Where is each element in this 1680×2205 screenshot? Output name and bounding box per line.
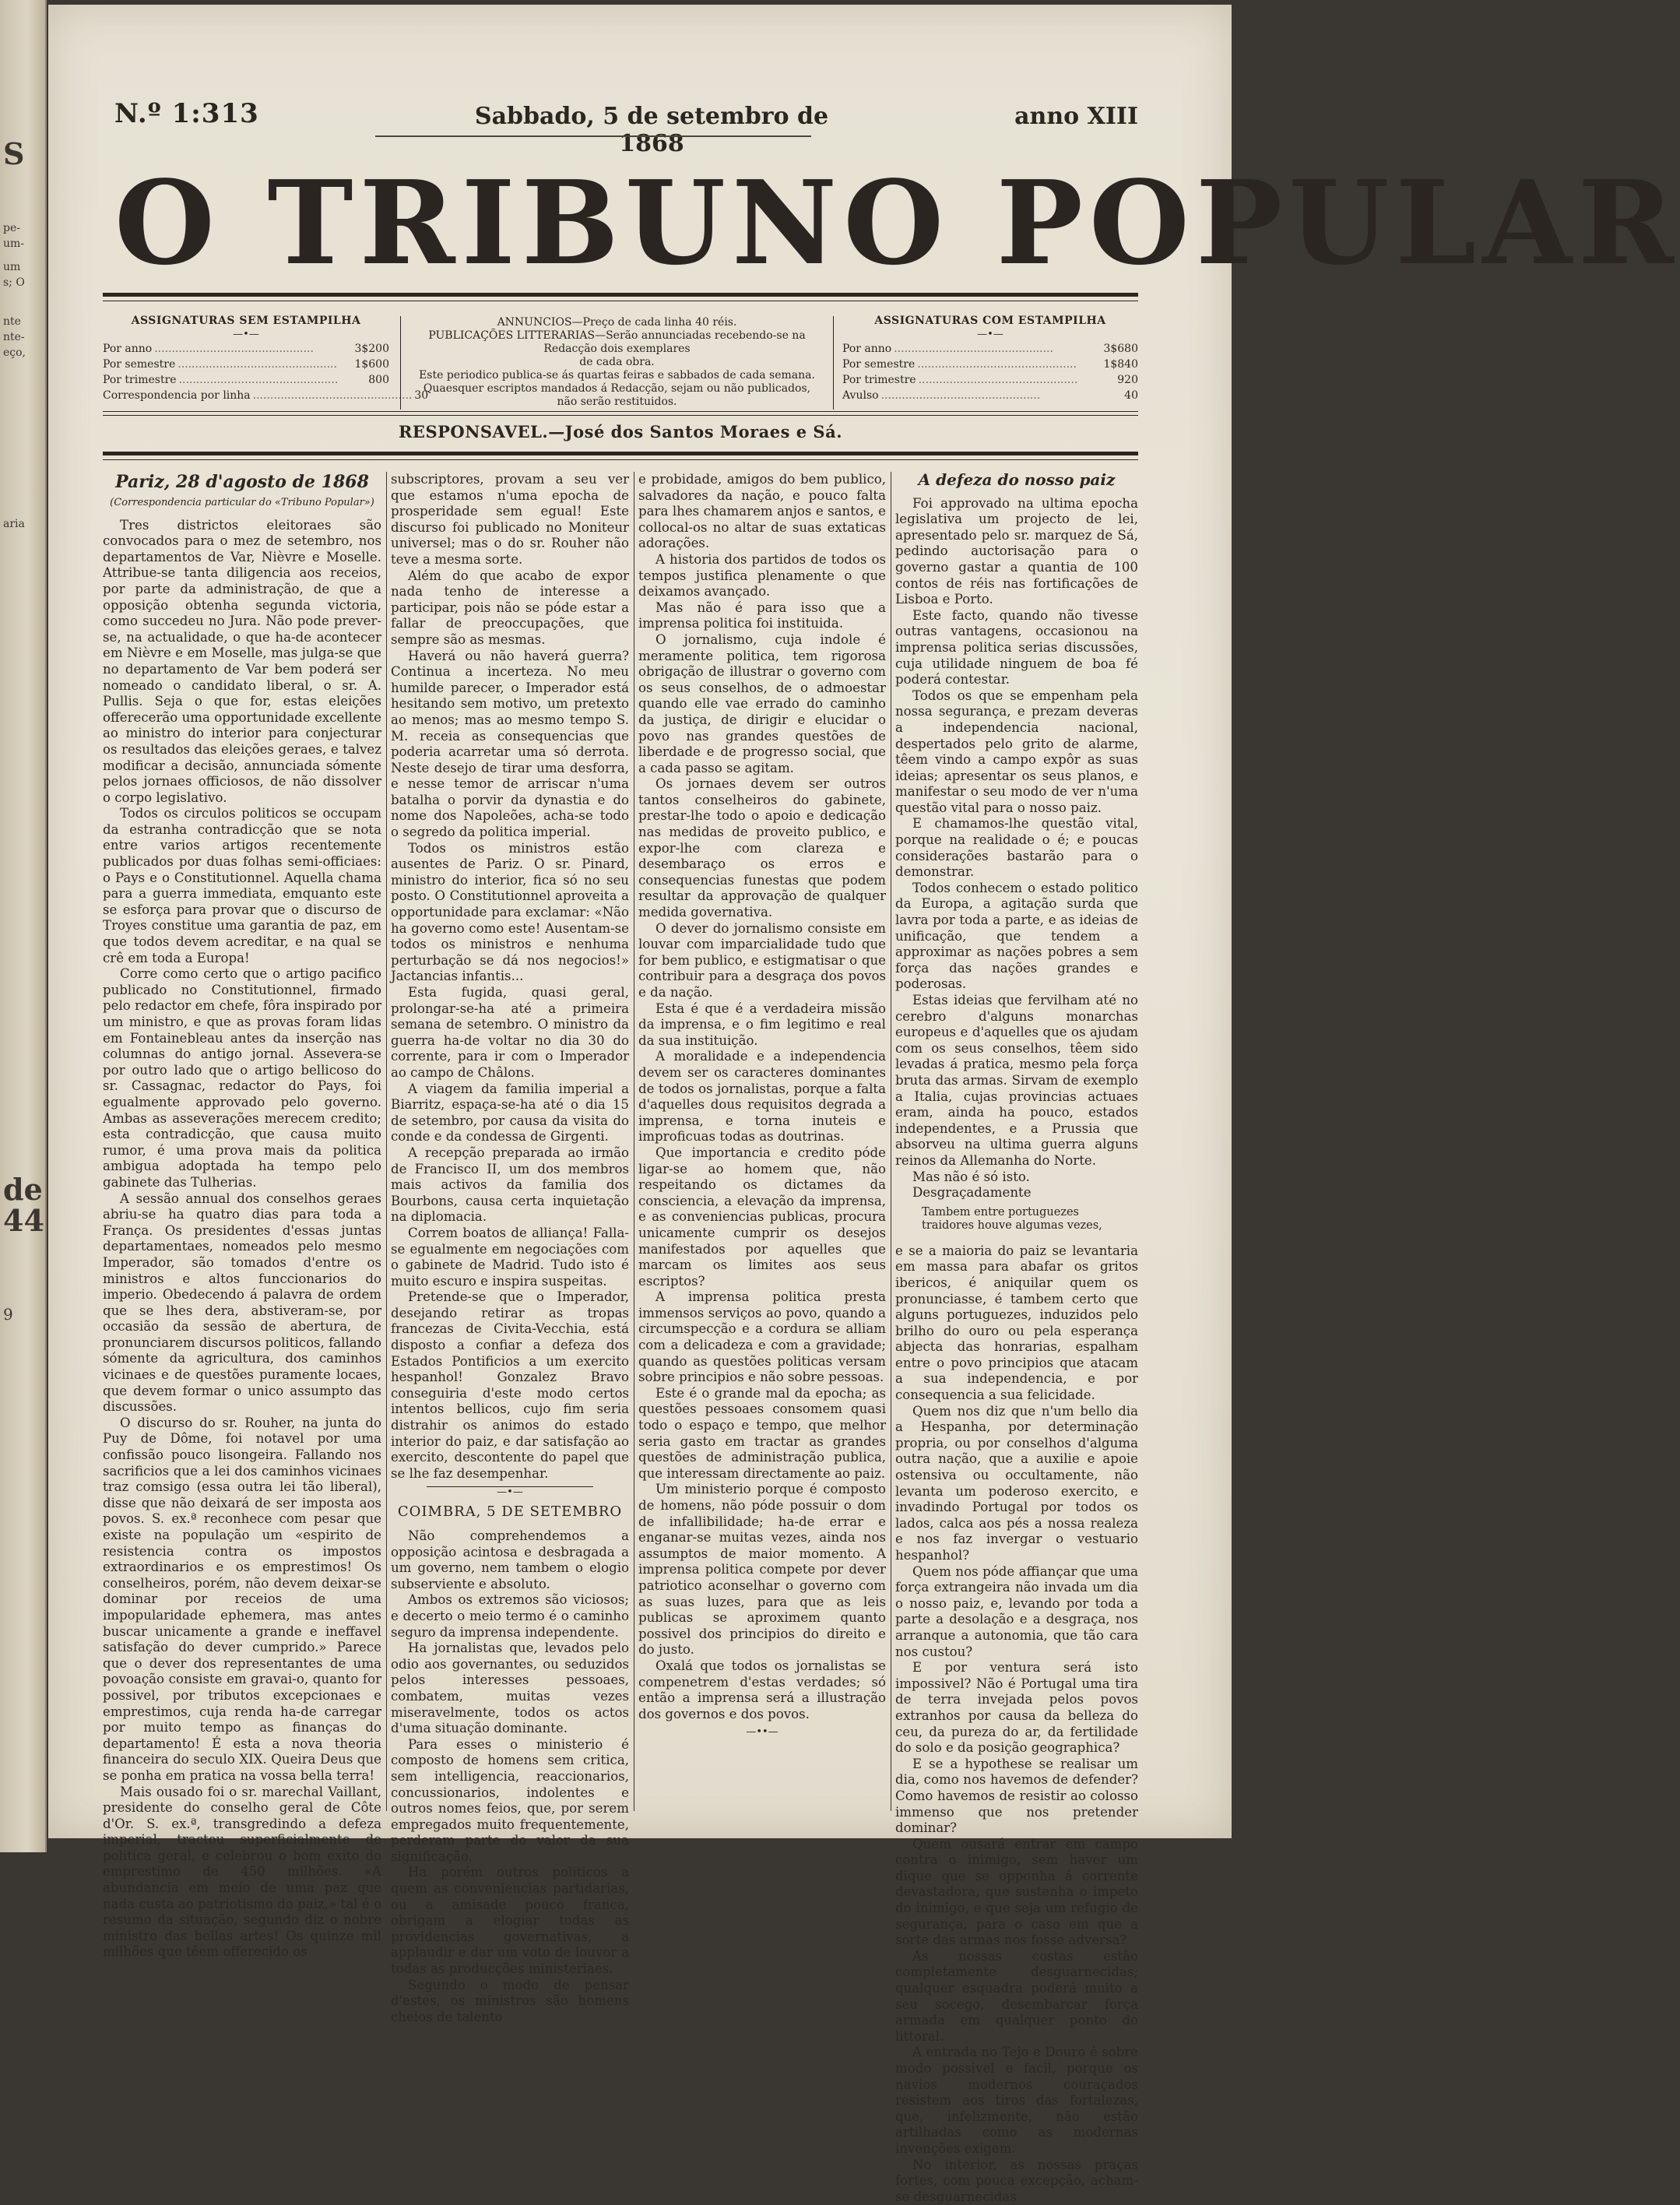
subscription-row: Por anno .............................................. 3$680 (842, 343, 1138, 355)
subscription-price: 3$200 (354, 343, 389, 355)
subscription-box-unstamped (103, 313, 429, 403)
subscription-price: 920 (1117, 374, 1138, 386)
subscription-row: Por semestre .............................................. 1$840 (842, 358, 1138, 371)
paragraph: Ambos os extremos são viciosos; e decerto o meio termo é o caminho seguro da imprensa independente. (391, 1592, 629, 1640)
subscription-label: Por semestre (842, 358, 916, 371)
paragraph: A entrada no Tejo e Douro é sobre modo possivel e facil, porque os navios modernos couraçados resistem aos tiros das fortalezas, que, infelizmente, não estão artilhadas como as modernas invenções exigem. (895, 2045, 1138, 2156)
paragraph: E por ventura será isto impossivel? Não é Portugal uma tira de terra invejada pelos povos extranhos por causa da belleza do ceu, da pureza do ar, da fertilidade do solo e da posição geographica? (895, 1660, 1138, 1756)
paragraph: Que importancia e credito póde ligar-se ao homem que, não respeitando os dictames da consciencia, a elevação da imprensa, e as conveniencias publicas, procura unicamente cumprir os desejos manifestados por aquelles que marcam os limites aos seus escriptos? (638, 1145, 886, 1289)
paragraph: Desgraçadamente (912, 1185, 1032, 1201)
strip-fragment: um (3, 261, 21, 273)
article-headline: Pariz, 28 d'agosto de 1868 (115, 472, 369, 492)
paragraph: E se a hypothese se realisar um dia, como nos havemos de defender? Como havemos de resistir ao colosso immenso que nos pretender dominar? (895, 1756, 1138, 1836)
paragraph: Oxalá que todos os jornalistas se compenetrem d'estas verdades; só então a imprensa será a illustração dos governos e dos povos. (638, 1658, 886, 1721)
issue-number: N.º 1:313 (114, 98, 259, 129)
paragraph: O jornalismo, cuja indole é meramente politica, tem rigorosa obrigação de illustrar o governo com os seus conselhos, de o admoestar quando elle vae errado do caminho da justiça, de dirigir e elucidar o povo nas grandes questões de liberdade e de progresso social, que a cada passo se agitam. (638, 631, 886, 775)
paragraph: A viagem da familia imperial a Biarritz, espaça-se-ha até o dia 15 de setembro, por causa da visita do conde e da condessa de Girgenti. (391, 1081, 629, 1145)
paragraph: e probidade, amigos do bem publico, salvadores da nação, e pouco falta para lhes chamarem anjos e santos, e collocal-os no altar de suas extaticas adorações. (638, 472, 886, 551)
paragraph: No interior, as nossas praças fortes, com pouca excepção, acham-se desguarnecidas (895, 2157, 1138, 2204)
issue-year: anno XIII (1014, 103, 1138, 130)
subscription-price: 1$600 (354, 358, 389, 371)
paragraph: Correm boatos de alliança! Falla-se egualmente em negociações com o gabinete de Madrid. Tudo isto é muito escuro e inspira suspeitas. (391, 1225, 629, 1289)
newspaper-page (48, 5, 1680, 2204)
paragraph: O discurso do sr. Rouher, na junta do Puy de Dôme, foi notavel por uma confissão pouco lisongeira. Fallando nos sacrificios que a lei dos caminhos vicinaes traz comsigo (essa outra lei tão liberal), disse que não deixará de ser imposta aos povos. S. ex.ª reconhece com pesar que existe na população um «espirito de resistencia contra os impostos extraordinarios e os emprestimos! Os conselheiros, porém, não devem deixar-se dominar por receios de uma impopularidade ephemera, mas antes buscar unicamente a grande e ineffavel satisfação do dever cumprido.» Parece que o dever dos representantes de uma povoação consiste em gravai-o, quanto for possivel, por tributos excepcionaes e emprestimos, cuja renda ha-de carregar por muito tempo as finanças do departamento! É esta a nova theoria financeira do seculo XIX. Queira Deus que se ponha em pratica na vossa bella terra! (103, 1415, 381, 1783)
paragraph: Mas não é só isto. (912, 1169, 1030, 1184)
masthead-rule (103, 293, 1138, 297)
info-rule (103, 411, 1138, 412)
strip-fragment: um- (3, 237, 25, 250)
info-rule (103, 415, 1138, 416)
verse-line: traidores houve algumas vezes, (922, 1219, 1102, 1232)
paragraph: Mas não é para isso que a imprensa politica foi instituida. (638, 600, 886, 631)
article-headline: A defeza do nosso paiz (918, 470, 1116, 489)
paragraph: e se a maioria do paiz se levantaria em massa para abafar os gritos ibericos, é aniquilar quem os pronunciasse, é tambem certo que alguns portuguezes, induzidos pelo brilho do ouro ou pela esperança abjecta das honrarias, espalham entre o povo principios que atacam a sua independencia, e por consequencia a sua felicidade. (895, 1243, 1138, 1403)
paragraph: Todos os circulos politicos se occupam da estranha contradicção que se nota entre varios artigos recentemente publicados por duas folhas semi-officiaes: o Pays e o Constitutionnel. Aquella chama para a guerra immediata, emquanto este se esforça para provar que o discurso de Troyes constitue uma garantia de paz, em que todos devem acreditar, e na qual se crê em toda a Europa! (103, 806, 381, 965)
verse-line: Tambem entre portuguezes (922, 1205, 1080, 1219)
paragraph: Não comprehendemos a opposição acintosa e desbragada a um governo, nem tambem o elogio subserviente e absoluto. (391, 1528, 629, 1591)
paragraph: subscriptores, provam a seu ver que estamos n'uma epocha de prosperidade sem egual! Este discurso foi publicado no Moniteur universel; mas o do sr. Rouher não teve a mesma sorte. (391, 472, 629, 567)
subscription-label: Por semestre (103, 358, 176, 371)
adjacent-page-strip (0, 0, 47, 1852)
strip-fragment: nte (3, 315, 21, 328)
strip-fragment: aria (3, 518, 25, 530)
subscription-price: 3$680 (1103, 343, 1138, 355)
section-heading: COIMBRA, 5 DE SETEMBRO (397, 1503, 623, 1521)
paragraph: Este é o grande mal da epocha; as questões pessoaes consomem quasi todo o espaço e tempo, que melhor seria gasto em tractar as grandes questões de administração publica, que interessam directamente ao paiz. (638, 1385, 886, 1481)
subscription-row: Por anno .............................................. 3$200 (103, 343, 389, 355)
subscription-label: Por anno (103, 343, 153, 355)
paragraph: Os jornaes devem ser outros tantos conselheiros do gabinete, prestar-lhe todo o apoio e dedicação nas medidas de proveito publico, e expor-lhe com clareza e desembaraço os erros e consequencias funestas que podem resultar da approvação de qualquer medida governativa. (638, 776, 886, 920)
paragraph: Para esses o ministerio é composto de homens sem critica, sem intelligencia, reaccionarios, concussionarios, indolentes e outros nomes feios, que, por serem empregados muito frequentemente, perderam parte do valor da sua significação. (391, 1736, 629, 1864)
announce-line: PUBLICAÇÕES LITTERARIAS—Serão annunciadas recebendo-se na Redacção dois exemplares (428, 329, 806, 355)
strip-fragment: 9 (3, 1305, 13, 1324)
paragraph: A sessão annual dos conselhos geraes abriu-se ha quatro dias para toda a França. Os presidentes d'essas juntas departamentaes, nomeados pelo mesmo Imperador, são tomados d'entre os ministros e altos funccionarios do imperio. Obedecendo á palavra de ordem que se lhes dera, abstiveram-se, por occasião da sessão de abertura, de pronunciarem discursos politicos, fallando sómente da agricultura, dos caminhos vicinaes e de questões puramente locaes, que devem formar o unico assumpto das discussões. (103, 1190, 381, 1415)
paragraph: Corre como certo que o artigo pacifico publicado no Constitutionnel, firmado pelo redactor em chefe, fôra inspirado por um ministro, e que as provas foram lidas em Fontainebleau antes da inserção nas columnas do antigo jornal. Assevera-se por outro lado que o artigo bellicoso do sr. Cassagnac, redactor do Pays, foi egualmente approvado pelo governo. Ambas as asseverações merecem credito; esta contradicção, que causa muito rumor, é uma prova mais da politica ambigua adoptada ha tempo pelo gabinete das Tulherias. (103, 966, 381, 1190)
paragraph: Estas ideias que fervilham até no cerebro d'alguns monarchas europeus e d'aquelles que os ajudam com os seus conselhos, têem sido levadas á pratica, mesmo pela força bruta das armas. Sirvam de exemplo a Italia, cujas provincias actuaes eram, ainda ha pouco, estados independentes, e a Prussia que absorveu na ultima guerra alguns reinos da Allemanha do Norte. (895, 993, 1138, 1168)
editor-line: RESPONSAVEL.—José dos Santos Moraes e Sá. (398, 422, 843, 441)
subscription-row: Por trimestre .............................................. 920 (842, 374, 1138, 386)
issue-date: Sabbado, 5 de setembro de 1868 (474, 103, 829, 157)
subscription-row: Por trimestre .............................................. 800 (103, 374, 389, 386)
subscription-label: Por trimestre (842, 374, 916, 386)
paragraph: Ha porém outros politicos a quem as conveniencias partidarias, ou a amisade pouco franca, obrigam a elogiar todas as providencias governativas, a applaudir e dar um voto de louvor a todas as producções ministeriaes. (391, 1865, 629, 1977)
paragraph: Quem nos diz que n'um bello dia a Hespanha, por determinação propria, ou por conselhos d'alguma outra nação, que a auxilie e apoie ostensiva ou occultamente, não levanta um poderoso exercito, e invadindo Portugal por todos os lados, calca aos pés a nossa realeza e nos faz invergar o vestuario hespanhol? (895, 1403, 1138, 1563)
column-divider (386, 472, 387, 1811)
strip-fragment: de (3, 1172, 43, 1207)
paragraph: A imprensa politica presta immensos serviços ao povo, quando a circumspecção e a cordura se alliam com a delicadeza e com a gravidade; quando as questões politicas versam sobre principios e não sobre pessoas. (638, 1289, 886, 1385)
end-ornament: —••— (746, 1726, 778, 1739)
paragraph: As nossas costas estão completamente desguarnecidas; qualquer esquadra poderá muito a seu socego, desembarcar força armada em qualquer ponto do littoral. (895, 1948, 1138, 2044)
masthead-title: O TRIBUNO POPULAR (114, 155, 1680, 290)
announce-line: ANNUNCIOS—Preço de cada linha 40 réis. (497, 316, 737, 329)
announcements-box (400, 316, 834, 410)
paragraph: Este facto, quando não tivesse outras vantagens, occasionou na imprensa politica serias discussões, cuja utilidade ninguem de boa fé poderá contestar. (895, 607, 1138, 688)
subscription-price: 800 (368, 374, 389, 386)
strip-fragment: pe- (3, 222, 20, 234)
paragraph: Todos conhecem o estado politico da Europa, a agitação surda que lavra por toda a parte, e as ideias de unificação, que tendem a approximar as nações pobres a sem força das nações grandes e poderosas. (895, 880, 1138, 992)
subscription-box-stamped (842, 313, 1138, 403)
announce-line: de cada obra. (579, 356, 655, 368)
announce-line: não serão restituidos. (557, 396, 677, 408)
ornament: —•— (497, 1486, 523, 1499)
issue-header (114, 98, 1138, 157)
body-rule-thin (103, 459, 1138, 460)
subscription-price: 1$840 (1103, 358, 1138, 371)
subscription-label: Por anno (842, 343, 892, 355)
section-separator (391, 1486, 629, 1498)
paragraph: A moralidade e a independencia devem ser os caracteres dominantes de todos os jornalistas, porque a falta d'aquelles dous requisitos degrada a imprensa, e torna inuteis e improficuas todas as doutrinas. (638, 1049, 886, 1145)
paragraph: Quem ousará entrar em campo contra o inimigo, sem haver um dique que se opponha á corrente devastadora, que sustenha o impeto do inimigo, e que seja um refugio de segurança, para o caso em que a sorte das armas nos fosse adversa? (895, 1836, 1138, 1948)
paragraph: Todos os que se empenham pela nossa segurança, e prezam deveras a independencia nacional, despertados pelo grito de alarme, têem vindo a campo expôr as suas ideias; apresentar os seus planos, e manifestar o seu modo de ver n'uma questão vital para o nosso paiz. (895, 688, 1138, 815)
paragraph: Foi approvado na ultima epocha legislativa um projecto de lei, apresentado pelo sr. marquez de Sá, pedindo auctorisação para o governo gastar a quantia de 100 contos de réis nas fortificações de Lisboa e Porto. (895, 495, 1138, 607)
column-2 (391, 472, 629, 2024)
paragraph: Pretende-se que o Imperador, desejando retirar as tropas francezas de Civita-Vecchia, está disposto a confiar a defeza dos Estados Pontificios a um exercito hespanhol! Gonzalez Bravo conseguiria d'este modo certos intentos bellicos, cujo fim seria distrahir os animos do estado interior do paiz, e dar satisfação ao exercito, descontente do papel que se lhe faz desempenhar. (391, 1289, 629, 1481)
strip-fragment: nte- (3, 331, 25, 343)
strip-fragment: eço, (3, 346, 26, 359)
subscription-price: 40 (1124, 389, 1138, 402)
ornament: —•— (233, 329, 259, 340)
announce-line: Este periodico publica-se ás quartas feiras e sabbados de cada semana. (419, 369, 815, 382)
paragraph: Esta fugida, quasi geral, prolongar-se-ha até a primeira semana de setembro. O ministro da guerra ha-de voltar no dia 30 do corrente, para ir com o Imperador ao campo de Châlons. (391, 985, 629, 1080)
subscription-label: Por trimestre (103, 374, 177, 386)
column-1 (103, 472, 381, 1960)
paragraph: Além do que acabo de expor nada tenho de interesse a participar, pois não se póde estar a fallar de preoccupações, que sempre são as mesmas. (391, 568, 629, 647)
paragraph: Todos os ministros estão ausentes de Pariz. O sr. Pinard, ministro do interior, fica só no seu posto. O Constitutionnel aproveita a opportunidade para exclamar: «Não ha governo como este! Ausentam-se todos os ministros e nenhuma perturbação se dá nos negocios!» Jactancias infantis... (391, 840, 629, 984)
paragraph: Mais ousado foi o sr. marechal Vaillant, presidente do conselho geral de Côte d'Or. S. ex.ª, transgredindo a defeza imperial, tractou superficialmente de politica geral, e celebrou o bom exito do emprestimo de 450 milhões. «A abundancia em meio de uma paz que nada custa ao patriotismo do paiz,» tal é o resumo da situação, segundo diz o nobre ministro das bellas artes! Os quinze mil milhões que têem offerecido os (103, 1784, 381, 1960)
subscription-price: 30 (414, 389, 429, 402)
paragraph: Haverá ou não haverá guerra? Continua a incerteza. No meu humilde parecer, o Imperador está hesitando sem motivo, um pretexto ao menos; mas ao mesmo tempo S. M. receia as consequencias que poderia acarretar uma só derrota. Neste desejo de tirar uma desforra, e nesse temor de arriscar n'uma batalha o porvir da dynastia e do nome dos Napoleões, acha-se todo o segredo da politica imperial. (391, 648, 629, 840)
column-3 (638, 472, 886, 1811)
column-4 (895, 470, 1138, 2204)
strip-fragment: S (3, 136, 25, 171)
paragraph: O dever do jornalismo consiste em louvar com imparcialidade tudo que for bem publico, e estigmatisar o que contribuir para a desgraça dos povos e da nação. (638, 920, 886, 1000)
announce-line: Quaesquer escriptos mandados á Redacção, sejam ou não publicados, (423, 382, 811, 395)
paragraph: Esta é que é a verdadeira missão da imprensa, e o fim legitimo e real da sua instituição. (638, 1001, 886, 1048)
paragraph: Segundo o modo de pensar d'estes, os ministros são homens cheios de talento (391, 1977, 629, 2024)
paragraph: Ha jornalistas que, levados pelo odio aos governantes, ou seduzidos pelos interesses pessoaes, combatem, muitas vezes miseravelmente, todos os actos d'uma situação dominante. (391, 1641, 629, 1736)
article-subhead: (Correspondencia particular do «Tribuno Popular») (110, 497, 374, 508)
ornament: —•— (977, 329, 1003, 340)
paragraph: Um ministerio porque é composto de homens, não póde possuir o dom de infallibilidade; ha-de errar e enganar-se muitas vezes, ainda nos assumptos de maior momento. A imprensa politica compete por dever patriotico aconselhar o governo com as suas luzes, para que as leis publicas se aproximem quanto possivel dos principios do direito e do justo. (638, 1482, 886, 1658)
subscription-row: Correspondencia por linha .............................................. 30 (103, 389, 429, 402)
paragraph: A historia dos partidos de todos os tempos justifica plenamente o que deixamos avançado. (638, 551, 886, 600)
paragraph: E chamamos-lhe questão vital, porque na realidade o é; e poucas considerações bastarão para o demonstrar. (895, 816, 1138, 880)
subscription-row: Avulso .............................................. 40 (842, 389, 1138, 402)
verse-quote (922, 1206, 1138, 1233)
subscription-title: ASSIGNATURAS SEM ESTAMPILHA (131, 315, 361, 327)
date-underline (375, 135, 811, 137)
paragraph: A recepção preparada ao irmão de Francisco II, um dos membros mais activos da familia dos Bourbons, causa certa inquietação na diplomacia. (391, 1145, 629, 1225)
body-rule (103, 452, 1138, 455)
paragraph: Tres districtos eleitoraes são convocados para o mez de setembro, nos departamentos de Var, Nièvre e Moselle. Attribue-se tanta diligencia aos receios, por parte da administração, de que a opposição obtenha segunda victoria, como succedeu no Jura. Não pode prever-se, na actualidade, o que ha-de acontecer em Nièvre e em Moselle, mas julga-se que no departamento de Var bem poderá ser nomeado o candidato liberal, o sr. A. Pullis. Seja o que for, estas eleições offerecerão uma opportunidade excellente ao ministro do interior para conjecturar os resultados das eleições geraes, e talvez modificar a decisão, annunciada sómente pelos jornaes officiosos, de não dissolver o corpo legislativo. (103, 517, 381, 805)
strip-fragment: s; O (3, 276, 25, 289)
paragraph: Quem nos póde affiançar que uma força extrangeira não invada um dia o nosso paiz, e, levando por toda a parte a desolação e a desgraça, nos arranque a autonomia, que tão cara nos custou? (895, 1563, 1138, 1659)
strip-fragment: 44 (3, 1203, 44, 1238)
subscription-title: ASSIGNATURAS COM ESTAMPILHA (874, 315, 1106, 327)
subscription-row: Por semestre .............................................. 1$600 (103, 358, 389, 371)
subscription-label: Correspondencia por linha (103, 389, 251, 402)
subscription-label: Avulso (842, 389, 879, 402)
